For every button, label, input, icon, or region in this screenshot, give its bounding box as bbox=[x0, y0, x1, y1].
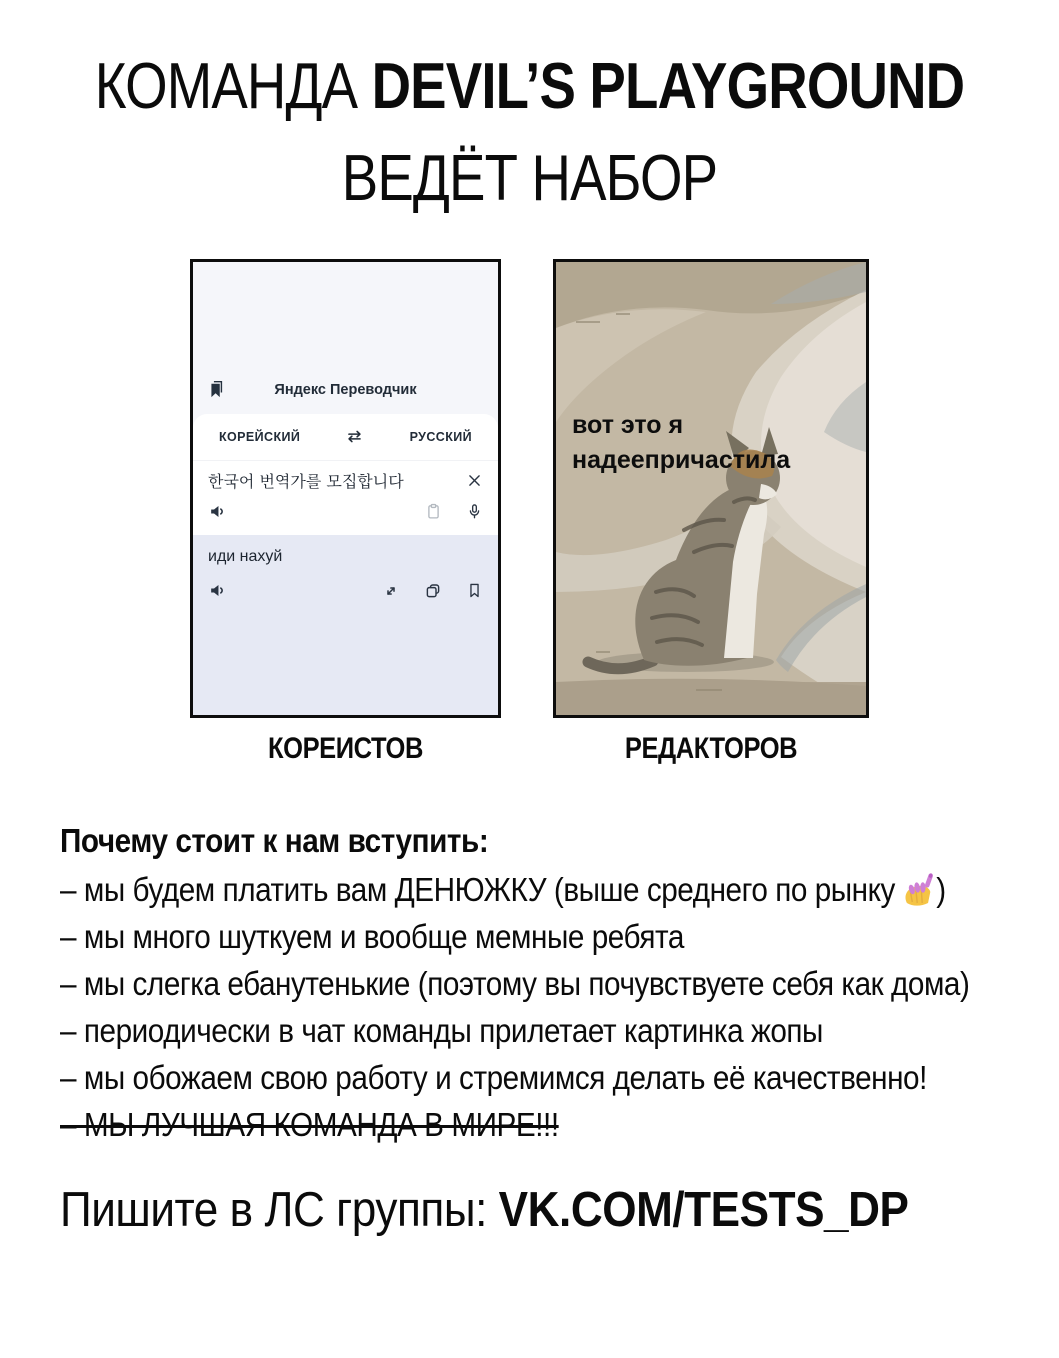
expand-fullscreen-icon[interactable] bbox=[382, 582, 400, 600]
title-line-1 bbox=[85, 49, 975, 122]
figure-translator bbox=[190, 259, 501, 766]
cat-photo bbox=[553, 259, 869, 718]
source-toolbar bbox=[193, 494, 498, 535]
label-koreists: КОРЕИСТОВ bbox=[268, 731, 423, 765]
translator-screenshot bbox=[190, 259, 501, 718]
list-item: – мы слегка ебанутенькие (поэтому вы почувствуете себя как дома) bbox=[60, 964, 970, 1002]
cat-meme-caption bbox=[572, 408, 790, 478]
list-item: – мы много шуткуем и вообще мемные ребята bbox=[60, 917, 684, 955]
footer-contact bbox=[60, 1182, 1059, 1238]
language-bar bbox=[193, 414, 498, 461]
label-editors: РЕДАКТОРОВ bbox=[624, 731, 798, 765]
translation-result-panel bbox=[193, 535, 498, 714]
source-text[interactable]: 한국어 번역가를 모집합니다 bbox=[208, 471, 404, 491]
vk-group-link[interactable]: VK.COM/TESTS_DP bbox=[498, 1182, 909, 1237]
paste-clipboard-icon[interactable] bbox=[425, 503, 442, 520]
save-translation-bookmark-icon[interactable] bbox=[466, 582, 483, 599]
reasons-heading: Почему стоит к нам вступить: bbox=[60, 821, 489, 859]
target-language[interactable]: РУССКИЙ bbox=[409, 429, 472, 444]
saved-bookmark-icon[interactable] bbox=[206, 380, 226, 400]
speak-result-icon[interactable] bbox=[208, 581, 227, 600]
translator-card bbox=[193, 414, 498, 536]
clear-input-icon[interactable] bbox=[466, 472, 483, 489]
source-text-field[interactable] bbox=[193, 461, 498, 495]
beach-cat-illustration bbox=[556, 262, 866, 715]
list-item: – мы будем платить вам ДЕНЮЖКУ (выше среднего по рынку ) bbox=[60, 870, 946, 908]
caption-line-2: надеепричастила bbox=[572, 445, 791, 474]
caption-line-1: вот это я bbox=[572, 410, 684, 439]
figure-cat-meme bbox=[553, 259, 869, 766]
nail-polish-emoji bbox=[902, 872, 934, 908]
list-item: – периодически в чат команды прилетает картинка жопы bbox=[60, 1011, 823, 1049]
swap-languages-icon[interactable] bbox=[345, 427, 364, 446]
title-line-2: ВЕДЁТ НАБОР bbox=[341, 141, 718, 215]
reasons-list bbox=[60, 866, 1059, 1148]
translator-blank-area bbox=[193, 262, 498, 372]
title-prefix: КОМАНДА bbox=[94, 49, 372, 122]
team-name: DEVIL’S PLAYGROUND bbox=[371, 49, 965, 122]
source-language[interactable]: КОРЕЙСКИЙ bbox=[219, 429, 301, 444]
translated-text: иди нахуй bbox=[208, 548, 283, 566]
figures-row bbox=[0, 259, 1059, 766]
speak-source-icon[interactable] bbox=[208, 502, 227, 521]
translator-header bbox=[193, 372, 498, 408]
voice-input-icon[interactable] bbox=[466, 503, 483, 520]
reasons-section bbox=[60, 818, 1059, 1148]
contact-label: Пишите в ЛС группы: bbox=[60, 1182, 499, 1237]
list-item-strikethrough: – МЫ ЛУЧШАЯ КОМАНДА В МИРЕ!!! bbox=[60, 1105, 559, 1143]
list-item: – мы обожаем свою работу и стремимся делать её качественно! bbox=[60, 1058, 927, 1096]
translator-app-title: Яндекс Переводчик bbox=[274, 381, 417, 398]
result-toolbar bbox=[208, 581, 483, 600]
poster-title bbox=[0, 0, 1059, 213]
copy-translation-icon[interactable] bbox=[424, 582, 442, 600]
